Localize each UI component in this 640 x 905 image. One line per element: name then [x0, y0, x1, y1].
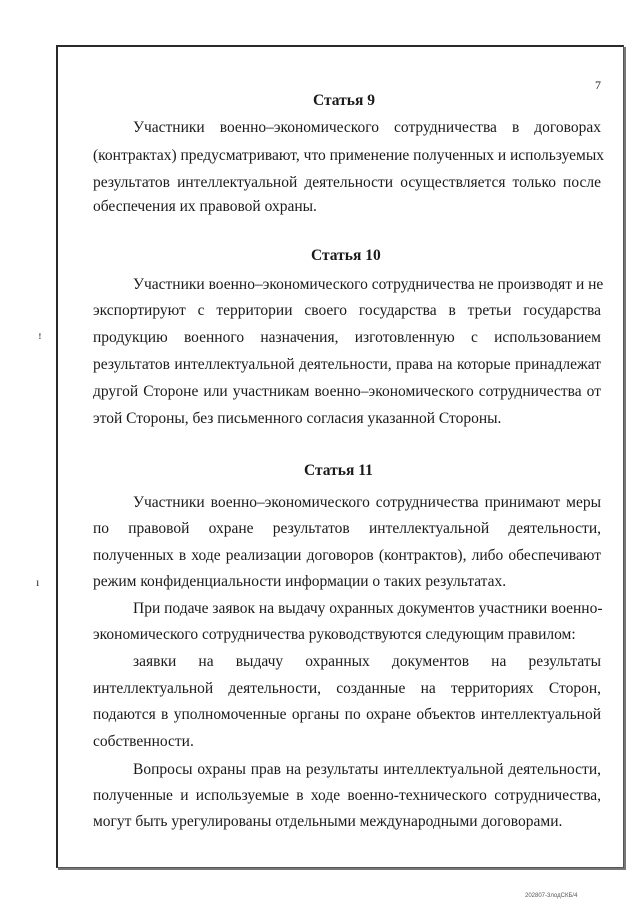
article-11-line: Вопросы охраны прав на результаты интеллектуальной деятельности, [133, 761, 601, 778]
article-10-heading: Статья 10 [311, 247, 381, 264]
article-9-heading: Статья 9 [313, 92, 375, 109]
article-11-line: интеллектуальной деятельности, созданные на территориях Сторон, [93, 680, 601, 697]
article-9-line: обеспечения их правовой охраны. [93, 198, 317, 215]
article-10-line: экспортируют с территории своего государства в третьи государства [93, 302, 601, 319]
article-11-line: по правовой охране результатов интеллектуальной деятельности, [93, 520, 601, 537]
article-11-line: полученные и используемые в ходе военно-технического сотрудничества, [93, 787, 601, 804]
article-9-line: (контрактах) предусматривают, что применение полученных и используемых [93, 147, 605, 164]
article-11-line: заявки на выдачу охранных документов на результаты [133, 653, 601, 670]
article-11-heading: Статья 11 [304, 462, 373, 479]
article-10-line: продукцию военного назначения, изготовленную с использованием [93, 329, 601, 346]
article-11-line: полученных в ходе реализации договоров (контрактов), либо обеспечивают [93, 547, 601, 564]
page-number: 7 [595, 78, 601, 92]
article-11-line: подаются в уполномоченные органы по охране объектов интеллектуальной [93, 706, 601, 723]
article-11-line: режим конфиденциальности информации о таких результатах. [93, 573, 507, 590]
binding-mark: ı [36, 575, 40, 589]
article-10-line: результатов интеллектуальной деятельности, права на которые принадлежат [93, 356, 601, 373]
article-11-line: собственности. [93, 733, 194, 750]
article-10-line: другой Стороне или участникам военно–экономического сотрудничества от [93, 383, 601, 400]
article-9-line: результатов интеллектуальной деятельности осуществляется только после [93, 174, 601, 191]
article-11-line: При подаче заявок на выдачу охранных документов участники военно- [133, 600, 603, 617]
article-11-line: Участники военно–экономического сотрудничества принимают меры [133, 494, 601, 511]
article-11-line: экономического сотрудничества руководствуются следующим правилом: [93, 626, 576, 643]
article-10-line: Участники военно–экономического сотрудничества не производят и не [133, 276, 604, 293]
footer-code: 202807-3лодСКБ/4 [525, 893, 578, 899]
article-11-line: могут быть урегулированы отдельными международными договорами. [93, 813, 563, 830]
binding-mark: ꜝ [38, 333, 42, 347]
article-9-line: Участники военно–экономического сотрудничества в договорах [133, 119, 601, 136]
article-10-line: этой Стороны, без письменного согласия указанной Стороны. [93, 410, 502, 427]
